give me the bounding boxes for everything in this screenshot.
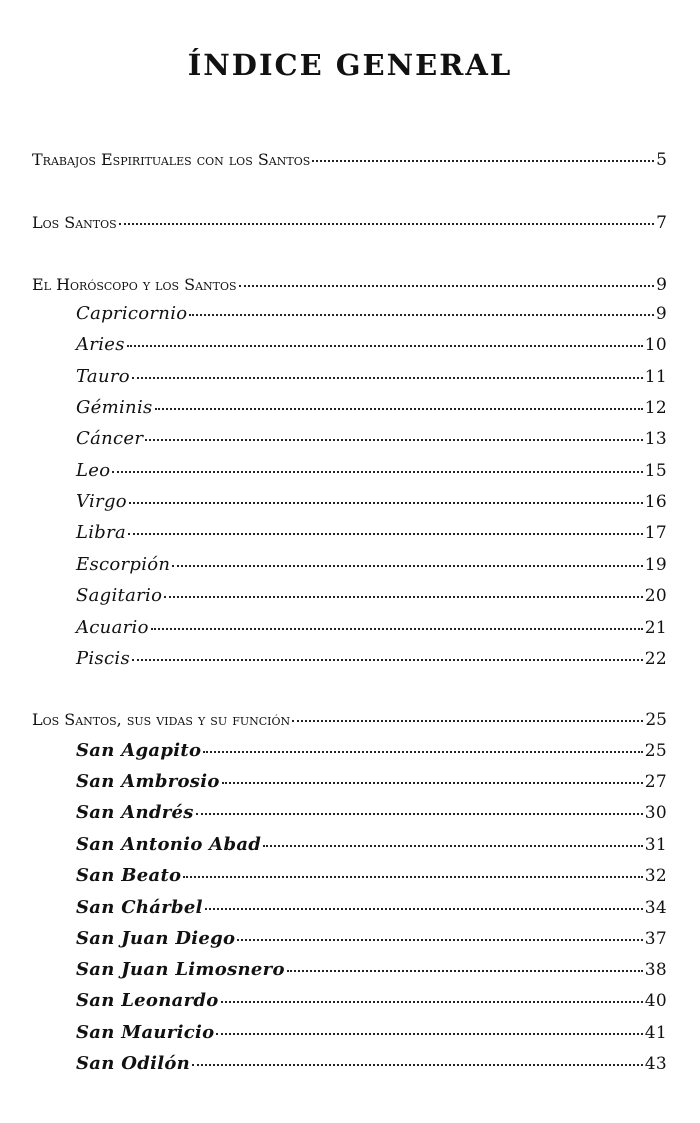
toc-entry[interactable] <box>76 585 667 606</box>
toc-page-number: 15 <box>644 461 667 482</box>
toc-entry[interactable] <box>76 554 667 575</box>
toc-entry-label: Virgo <box>76 491 127 513</box>
dot-leader <box>164 582 643 598</box>
toc-page-number: 20 <box>644 586 667 607</box>
dot-leader <box>237 925 642 941</box>
toc-entry-label: Acuario <box>76 617 149 639</box>
dot-leader <box>312 147 654 162</box>
toc-entry[interactable] <box>76 428 667 449</box>
toc-entry-label: Géminis <box>76 397 153 419</box>
toc-page-number: 17 <box>644 523 667 544</box>
dot-leader <box>287 956 643 972</box>
toc-entry-label: Capricornio <box>76 303 188 325</box>
toc-page-number: 41 <box>644 1023 667 1044</box>
page-title: ÍNDICE GENERAL <box>187 48 513 82</box>
toc-entry-label: San Antonio Abad <box>76 834 262 856</box>
toc-entry-label: San Mauricio <box>76 1022 215 1044</box>
toc-section[interactable] <box>32 275 667 295</box>
dot-leader <box>119 210 654 225</box>
dot-leader <box>189 300 653 316</box>
toc-entry-label: San Leonardo <box>76 990 219 1012</box>
dot-leader <box>129 488 643 504</box>
toc-entry-label: San Agapito <box>76 740 202 762</box>
toc-entry-label: Aries <box>76 334 125 356</box>
toc-section-label: El Horóscopo y los Santos <box>32 275 237 294</box>
toc-entry[interactable] <box>76 897 667 918</box>
toc-entry[interactable] <box>76 366 667 387</box>
toc-entry-label: San Chárbel <box>76 897 203 919</box>
dot-leader <box>203 737 642 753</box>
toc-entry-label: San Juan Limosnero <box>76 959 285 981</box>
toc-entry[interactable] <box>76 522 667 543</box>
toc-page-number: 13 <box>644 429 667 450</box>
toc-page-number: 30 <box>644 803 667 824</box>
toc-entry-label: Libra <box>76 522 127 544</box>
dot-leader <box>183 862 642 878</box>
toc-entry[interactable] <box>76 990 667 1011</box>
toc-entry[interactable] <box>76 491 667 512</box>
toc-entry[interactable] <box>76 460 667 481</box>
toc-page-number: 9 <box>656 275 667 295</box>
toc-entry[interactable] <box>76 959 667 980</box>
toc-page-number: 43 <box>644 1054 667 1075</box>
toc-page-number: 10 <box>644 335 667 356</box>
toc-page-number: 22 <box>644 649 667 670</box>
toc-entry[interactable] <box>76 303 667 324</box>
toc-page-number: 32 <box>644 866 667 887</box>
dot-leader <box>221 987 643 1003</box>
toc-entry-label: San Andrés <box>76 802 194 824</box>
toc-entry[interactable] <box>76 865 667 886</box>
dot-leader <box>132 363 643 379</box>
dot-leader <box>151 614 643 630</box>
toc-entry[interactable] <box>76 834 667 855</box>
toc-entry-label: Tauro <box>76 366 130 388</box>
toc-entry[interactable] <box>76 1022 667 1043</box>
toc-section-label: Los Santos, sus vidas y su función <box>32 710 291 729</box>
dot-leader <box>128 519 643 535</box>
toc-entry[interactable] <box>76 802 667 823</box>
toc-section[interactable] <box>32 150 667 170</box>
toc-entry[interactable] <box>76 334 667 355</box>
toc-page-number: 21 <box>644 618 667 639</box>
toc-page-number: 27 <box>644 772 667 793</box>
toc-page-number: 5 <box>656 150 667 170</box>
dot-leader <box>155 394 643 410</box>
toc-page-number: 9 <box>655 304 667 325</box>
toc-section[interactable] <box>32 213 667 233</box>
toc-page-number: 7 <box>656 213 667 233</box>
toc-page-number: 11 <box>644 367 667 388</box>
toc-entry[interactable] <box>76 771 667 792</box>
dot-leader <box>222 768 643 784</box>
dot-leader <box>132 645 643 661</box>
dot-leader <box>192 1050 643 1066</box>
toc-page-number: 25 <box>644 741 667 762</box>
toc-entry-label: Escorpión <box>76 554 171 576</box>
toc-entry[interactable] <box>76 648 667 669</box>
toc-section-label: Los Santos <box>32 213 117 232</box>
toc-entry-label: San Beato <box>76 865 182 887</box>
dot-leader <box>205 894 643 910</box>
toc-entry-label: Sagitario <box>76 585 163 607</box>
toc-entry-label: San Ambrosio <box>76 771 220 793</box>
toc-entry[interactable] <box>76 1053 667 1074</box>
toc-entry[interactable] <box>76 740 667 761</box>
dot-leader <box>263 831 643 847</box>
toc-page-number: 38 <box>644 960 667 981</box>
toc-section-label: Trabajos Espirituales con los Santos <box>32 150 311 169</box>
toc-page-number: 34 <box>644 898 667 919</box>
toc-page-number: 25 <box>645 710 667 730</box>
toc-page-number: 19 <box>644 555 667 576</box>
toc-entry[interactable] <box>76 617 667 638</box>
toc-entry[interactable] <box>76 397 667 418</box>
dot-leader <box>112 457 642 473</box>
dot-leader <box>196 799 643 815</box>
dot-leader <box>145 425 643 441</box>
toc-entry[interactable] <box>76 928 667 949</box>
dot-leader <box>172 551 642 567</box>
toc-entry-label: Leo <box>76 460 111 482</box>
dot-leader <box>239 272 655 287</box>
toc-entry-label: San Odilón <box>76 1053 191 1075</box>
toc-page-number: 31 <box>644 835 667 856</box>
toc-section[interactable] <box>32 710 667 730</box>
toc-page-number: 40 <box>644 991 667 1012</box>
toc-entry-label: Piscis <box>76 648 130 670</box>
toc-page-number: 12 <box>644 398 667 419</box>
toc-page-number: 37 <box>644 929 667 950</box>
dot-leader <box>216 1019 642 1035</box>
toc-entry-label: Cáncer <box>76 428 144 450</box>
dot-leader <box>127 331 643 347</box>
dot-leader <box>292 707 643 722</box>
toc-page-number: 16 <box>644 492 667 513</box>
toc-entry-label: San Juan Diego <box>76 928 236 950</box>
